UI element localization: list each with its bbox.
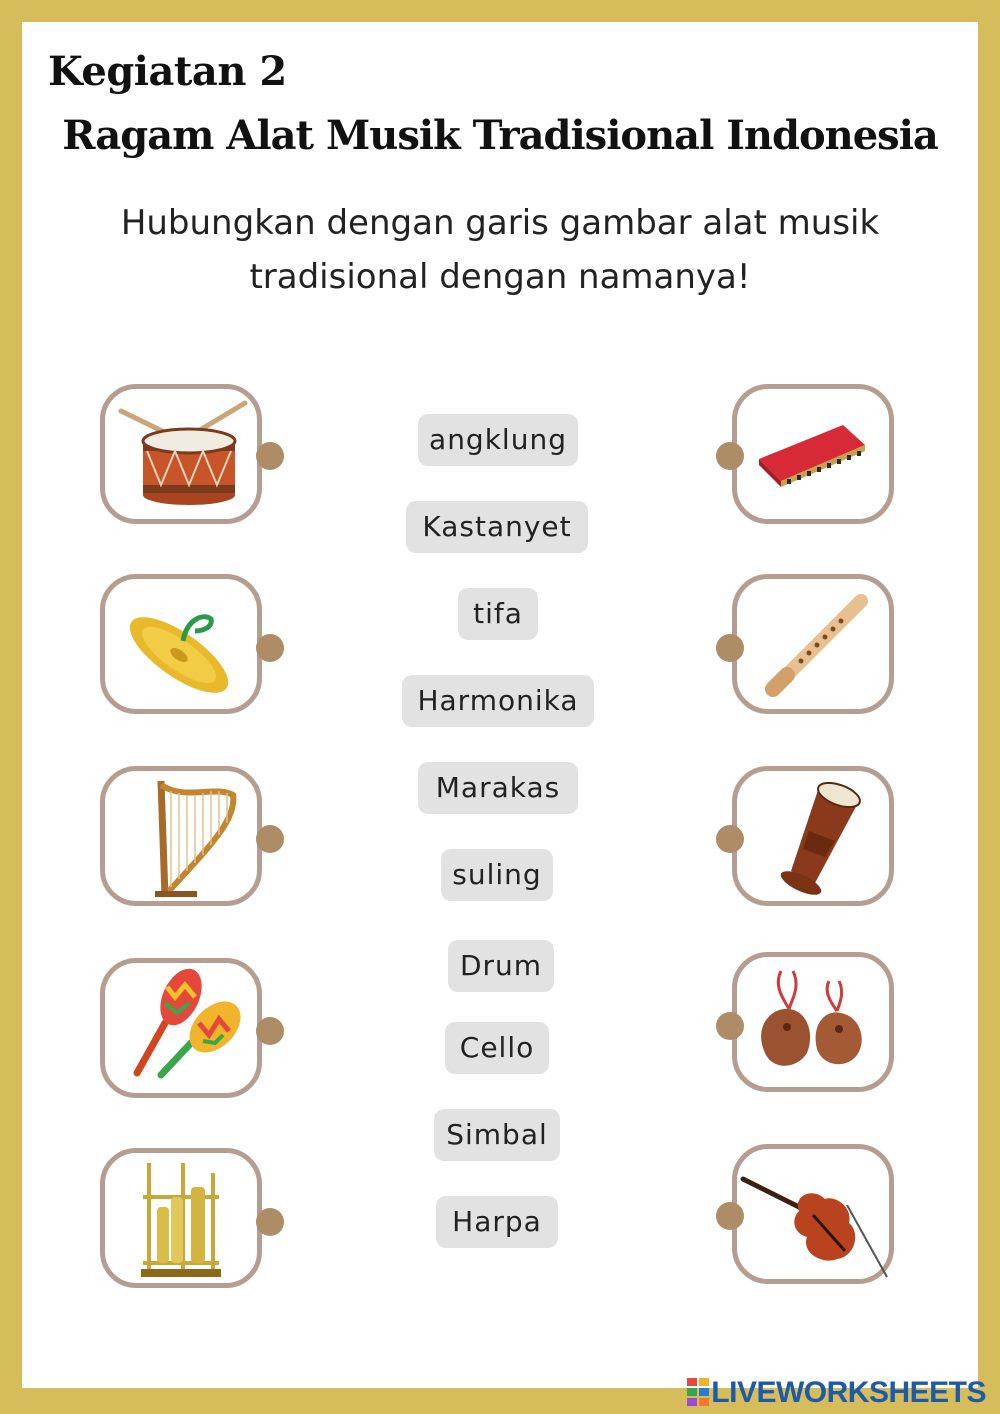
- match-dot-right-4[interactable]: [716, 1012, 744, 1040]
- picture-card-angklung: [100, 1148, 262, 1288]
- match-dot-left-1[interactable]: [256, 442, 284, 470]
- flute-icon: [737, 579, 889, 709]
- instruction-line-2: tradisional dengan namanya!: [249, 257, 751, 297]
- word-cello[interactable]: Cello: [445, 1022, 549, 1074]
- match-dot-right-3[interactable]: [716, 825, 744, 853]
- angklung-icon: [105, 1153, 257, 1283]
- picture-card-flute: [732, 574, 894, 714]
- word-harpa[interactable]: Harpa: [436, 1196, 558, 1248]
- picture-card-cymbal: [100, 574, 262, 714]
- drum-icon: [105, 389, 257, 519]
- logo-blocks-icon: [687, 1378, 711, 1408]
- harp-icon: [105, 771, 257, 901]
- picture-card-cello: [732, 1144, 894, 1284]
- picture-card-maracas: [100, 958, 262, 1098]
- word-harmonika[interactable]: Harmonika: [402, 675, 594, 727]
- page-title: Ragam Alat Musik Tradisional Indonesia: [62, 112, 938, 159]
- picture-card-drum: [100, 384, 262, 524]
- picture-card-harp: [100, 766, 262, 906]
- cymbal-icon: [105, 579, 257, 709]
- footer-brand: LIVEWORKSHEETS: [711, 1376, 986, 1409]
- activity-label: Kegiatan 2: [48, 48, 287, 95]
- word-suling[interactable]: suling: [441, 849, 553, 901]
- castanets-icon: [737, 957, 889, 1087]
- word-drum[interactable]: Drum: [448, 940, 554, 992]
- word-tifa[interactable]: tifa: [458, 588, 538, 640]
- word-simbal[interactable]: Simbal: [434, 1109, 560, 1161]
- match-dot-right-1[interactable]: [716, 442, 744, 470]
- match-dot-left-2[interactable]: [256, 634, 284, 662]
- harmonica-icon: [737, 389, 889, 519]
- picture-card-tifa: [732, 766, 894, 906]
- word-marakas[interactable]: Marakas: [418, 762, 578, 814]
- picture-card-castanets: [732, 952, 894, 1092]
- word-angklung[interactable]: angklung: [418, 414, 578, 466]
- cello-icon: [737, 1149, 889, 1279]
- match-dot-left-3[interactable]: [256, 825, 284, 853]
- instruction: [0, 196, 1000, 304]
- tifa-icon: [737, 771, 889, 901]
- maracas-icon: [105, 963, 257, 1093]
- word-kastanyet[interactable]: Kastanyet: [406, 501, 588, 553]
- match-dot-left-5[interactable]: [256, 1208, 284, 1236]
- match-dot-right-2[interactable]: [716, 634, 744, 662]
- match-dot-right-5[interactable]: [716, 1202, 744, 1230]
- instruction-line-1: Hubungkan dengan garis gambar alat musik: [120, 203, 880, 243]
- picture-card-harmonica: [732, 384, 894, 524]
- match-dot-left-4[interactable]: [256, 1017, 284, 1045]
- liveworksheets-logo: [687, 1376, 986, 1410]
